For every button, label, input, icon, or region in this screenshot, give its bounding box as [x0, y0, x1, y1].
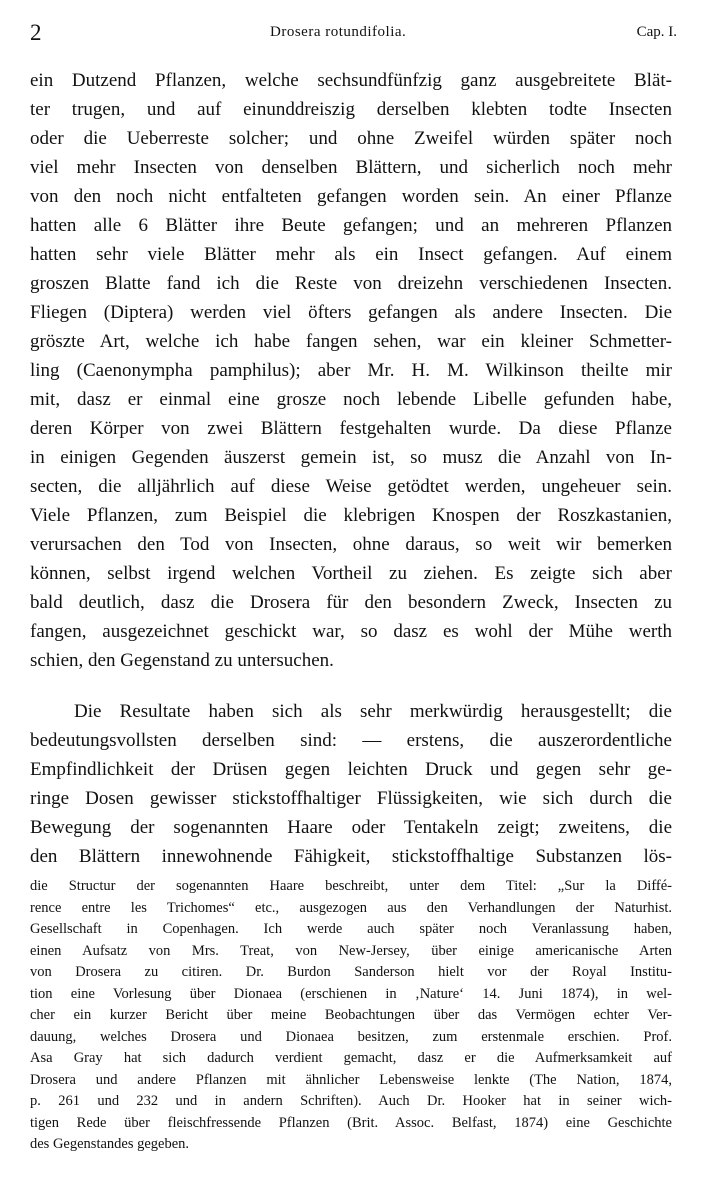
text-line: ter trugen, und auf einunddreiszig derselben klebten todte Insecten: [30, 99, 672, 120]
text-line: gröszte Art, welche ich habe fangen sehen, war ein kleiner Schmetter-: [30, 331, 672, 352]
footnote-line: cher ein kurzer Bericht über meine Beobachtungen über das Vermögen echter Ver-: [30, 1007, 672, 1023]
footnote-line: rence entre les Trichomes“ etc., ausgezogen aus den Verhandlungen der Naturhist.: [30, 899, 672, 916]
chapter-label: Cap. I.: [636, 24, 677, 40]
page-number: 2: [30, 20, 42, 45]
text-line: Die Resultate haben sich als sehr merkwürdig herausgestellt; die: [74, 701, 672, 722]
footnote-line: die Structur der sogenannten Haare beschreibt, unter dem Titel: „Sur la Diffé-: [30, 878, 672, 894]
text-line: ringe Dosen gewisser stickstoffhaltiger Flüssigkeiten, wie sich durch die: [30, 788, 672, 809]
text-line: Empfindlichkeit der Drüsen gegen leichten Druck und gegen sehr ge-: [30, 759, 672, 780]
text-line: Viele Pflanzen, zum Beispiel die klebrigen Knospen der Roszkastanien,: [30, 505, 672, 526]
paragraph-gap: [30, 675, 672, 697]
footnote-line: Drosera und andere Pflanzen mit ähnlicher Lebensweise lenkte (The Nation, 1874,: [30, 1071, 672, 1088]
text-line: mit, dasz er einmal eine grosze noch lebende Libelle gefunden habe,: [30, 389, 672, 410]
text-line: viel mehr Insecten von denselben Blättern, und sicherlich noch mehr: [30, 157, 672, 178]
running-title: Drosera rotundifolia.: [270, 24, 407, 40]
footnote-line: p. 261 und 232 und in andern Schriften). Auch Dr. Hooker hat in seiner wich-: [30, 1093, 672, 1109]
text-line: oder die Ueberreste solcher; und ohne Zweifel würden später noch: [30, 128, 672, 149]
paragraph-1: [30, 66, 672, 675]
footnote-line: des Gegenstandes gegeben.: [30, 1136, 190, 1152]
text-line: ein Dutzend Pflanzen, welche sechsundfünfzig ganz ausgebreitete Blät-: [30, 70, 672, 91]
main-text: [30, 66, 672, 871]
footnote-line: einen Aufsatz von Mrs. Treat, von New-Jersey, über einige americanische Arten: [30, 942, 672, 959]
text-line: den Blättern innewohnende Fähigkeit, stickstoffhaltige Substanzen lös-: [30, 846, 672, 867]
text-line: ling (Caenonympha pamphilus); aber Mr. H. M. Wilkinson theilte mir: [30, 360, 672, 381]
text-line: können, selbst irgend welchen Vortheil zu ziehen. Es zeigte sich aber: [30, 563, 672, 584]
footnote-line: tion eine Vorlesung über Dionaea (erschienen in ‚Nature‘ 14. Juni 1874), in wel-: [30, 985, 672, 1002]
text-line: groszen Blatte fand ich die Reste von dreizehn verschiedenen Insecten.: [30, 273, 672, 294]
footnote-line: Asa Gray hat sich dadurch verdient gemacht, dasz er die Aufmerksamkeit auf: [30, 1050, 672, 1066]
text-line: in einigen Gegenden äuszerst gemein ist, so musz die Anzahl von In-: [30, 447, 672, 468]
text-line: hatten sehr viele Blätter mehr als ein Insect gefangen. Auf einem: [30, 244, 672, 265]
text-line: schien, den Gegenstand zu untersuchen.: [30, 650, 334, 671]
paragraph-2: [30, 697, 672, 871]
footnote-line: von Drosera zu citiren. Dr. Burdon Sanderson hielt vor der Royal Institu-: [30, 964, 672, 980]
text-line: verursachen den Tod von Insecten, ohne daraus, so weit wir bemerken: [30, 534, 672, 555]
text-line: deren Körper von zwei Blättern festgehalten wurde. Da diese Pflanze: [30, 418, 672, 439]
text-line: fangen, ausgezeichnet geschickt war, so dasz es wohl der Mühe werth: [30, 621, 672, 642]
text-line: hatten alle 6 Blätter ihre Beute gefangen; und an mehreren Pflanzen: [30, 215, 672, 236]
footnote-line: Gesellschaft in Copenhagen. Ich werde auch später noch Veranlassung haben,: [30, 921, 672, 937]
text-line: Fliegen (Diptera) werden viel öfters gefangen als andere Insecten. Die: [30, 302, 672, 323]
text-line: secten, die alljährlich auf diese Weise getödtet werden, ungeheuer sein.: [30, 476, 672, 497]
text-line: Bewegung der sogenannten Haare oder Tentakeln zeigt; zweitens, die: [30, 817, 672, 838]
text-line: bald deutlich, dasz die Drosera für den besondern Zweck, Insecten zu: [30, 592, 672, 613]
footnote-line: dauung, welches Drosera und Dionaea besitzen, zum erstenmale erschien. Prof.: [30, 1028, 672, 1045]
text-line: bedeutungsvollsten derselben sind: — erstens, die auszerordentliche: [30, 730, 672, 751]
footnote: [30, 876, 672, 1156]
footnote-line: tigen Rede über fleischfressende Pflanzen (Brit. Assoc. Belfast, 1874) eine Geschichte: [30, 1114, 672, 1131]
text-line: von den noch nicht entfalteten gefangen worden sein. An einer Pflanze: [30, 186, 672, 207]
page-header: [30, 20, 677, 46]
